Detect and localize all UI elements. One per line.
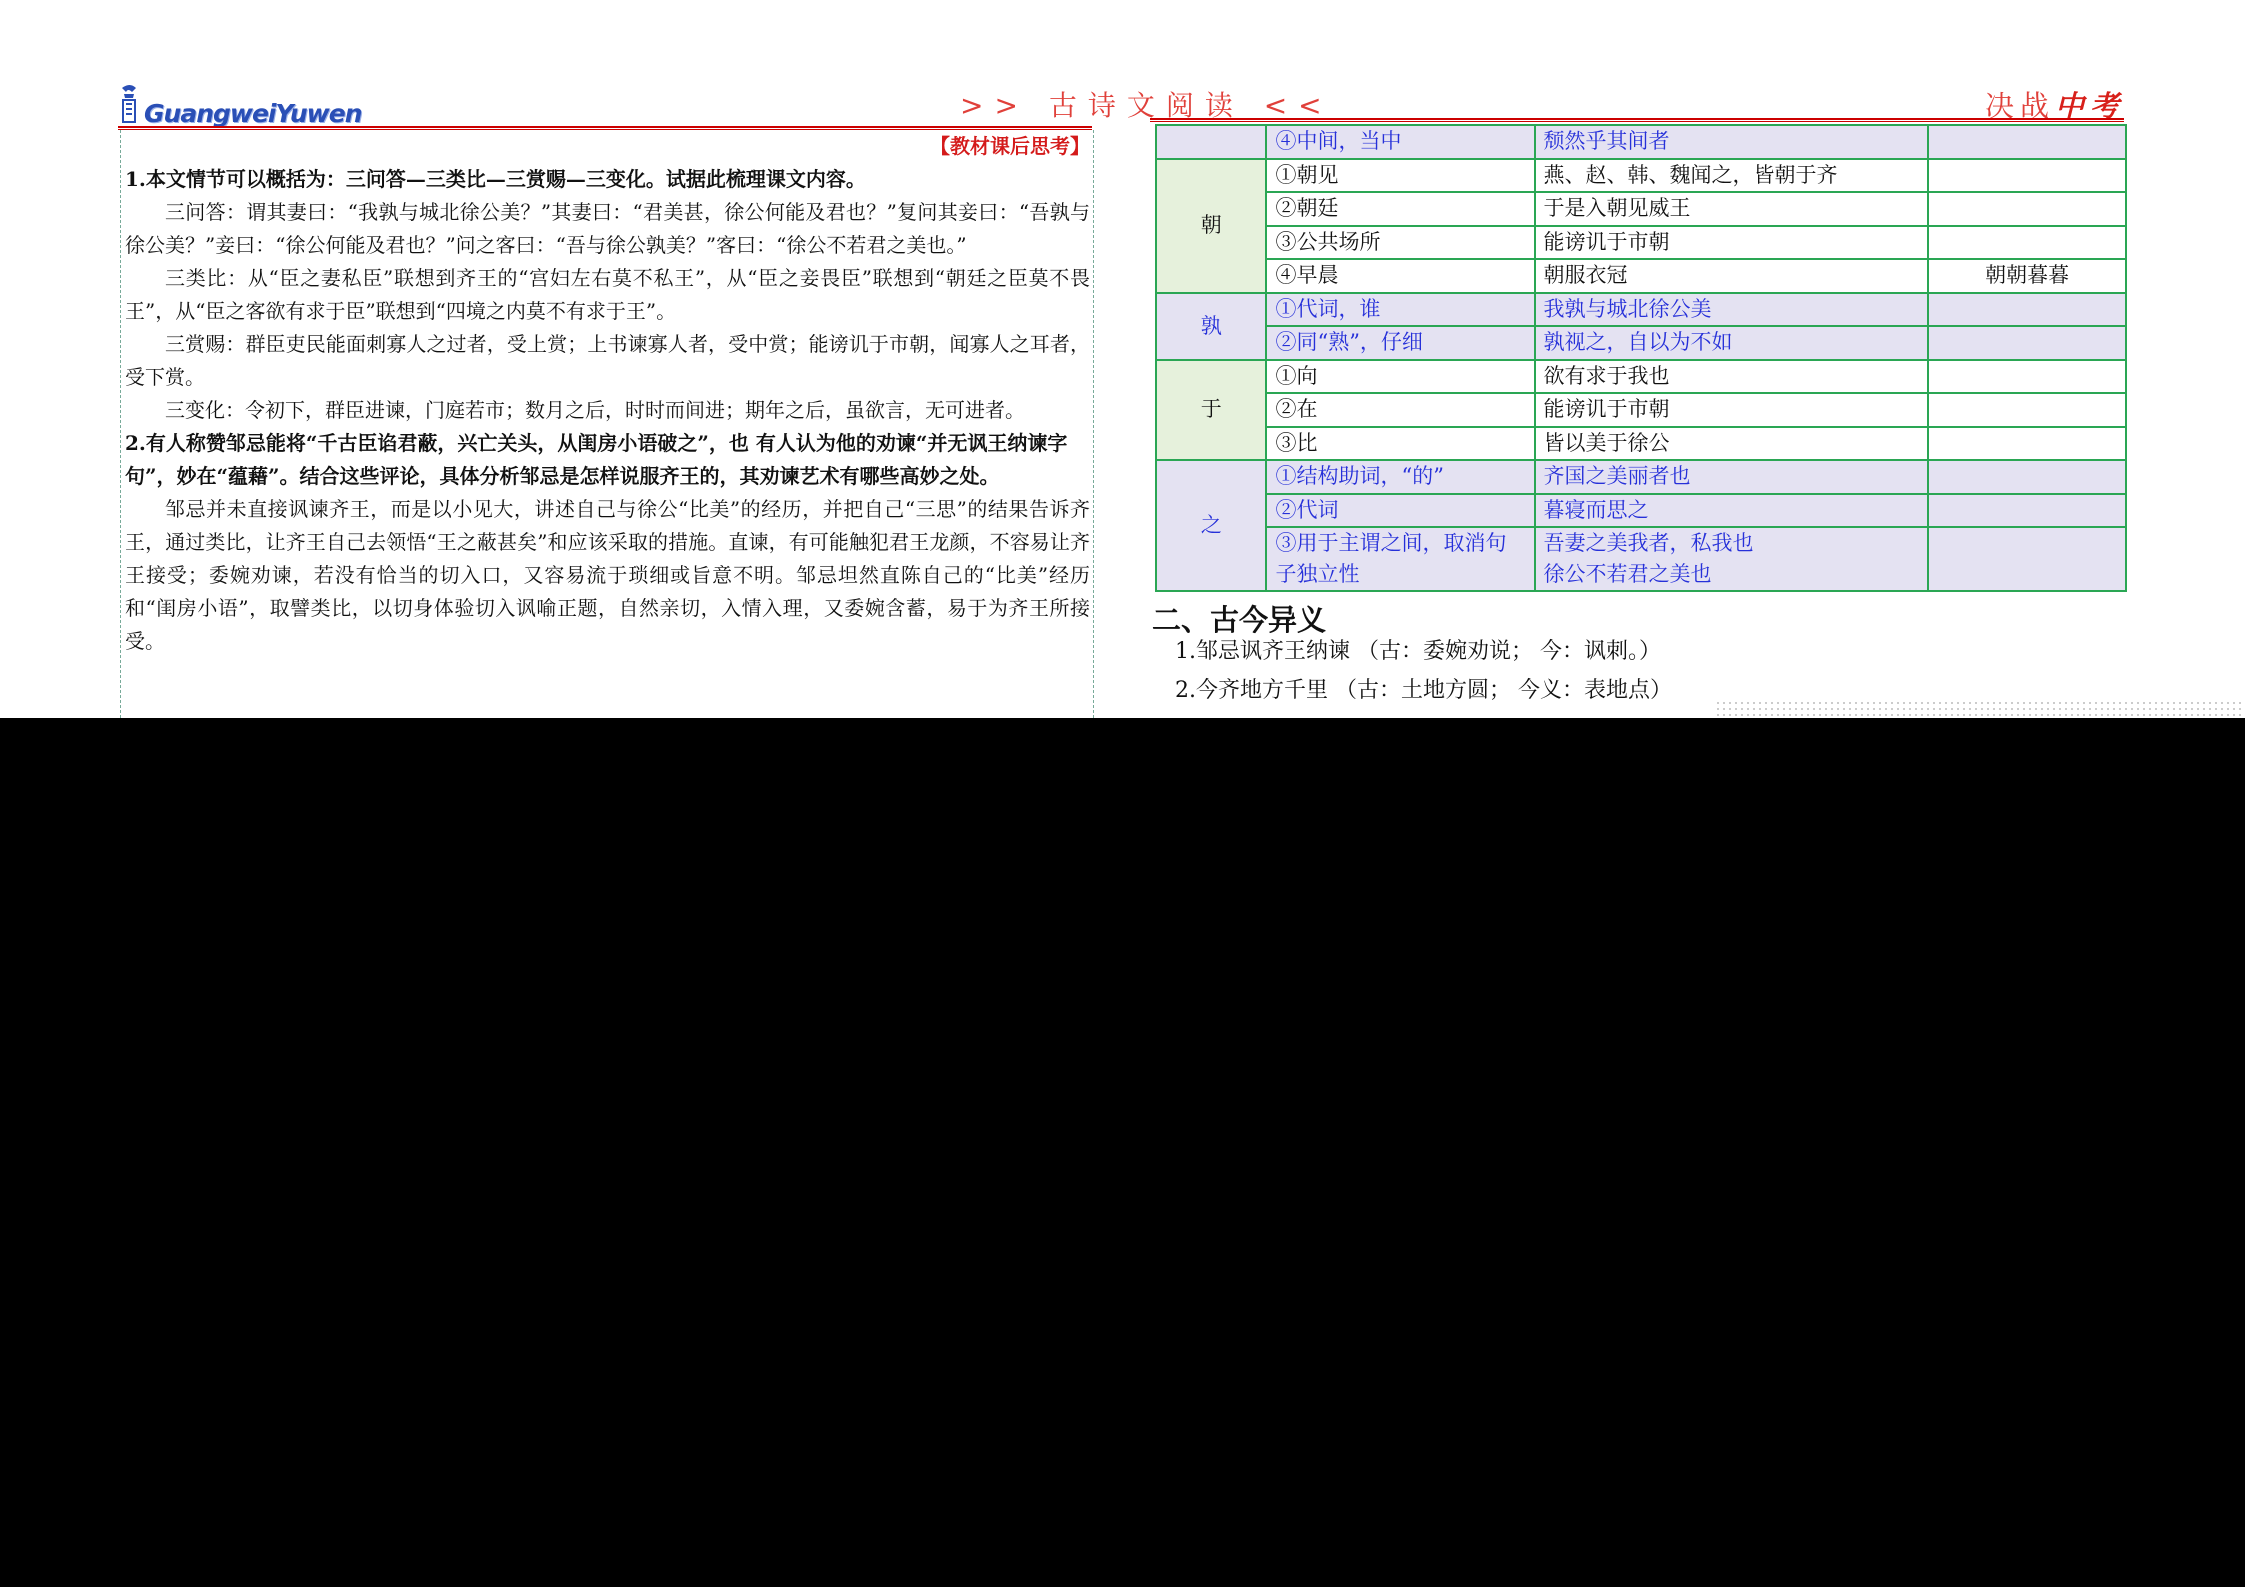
extra-cell [1928, 427, 2126, 461]
example-cell: 能谤讥于市朝 [1535, 393, 1929, 427]
exam-title-plain: 决战 [1984, 89, 2055, 123]
extra-cell [1928, 360, 2126, 394]
table-row [1156, 326, 2126, 360]
table-row [1156, 159, 2126, 193]
table-row [1156, 125, 2126, 159]
extra-cell: 朝朝暮暮 [1928, 259, 2126, 293]
extra-cell [1928, 494, 2126, 528]
document-page [0, 0, 2245, 718]
exam-title-bold: 中考 [2054, 89, 2125, 123]
meaning-cell: ③公共场所 [1266, 226, 1534, 260]
logo-text: GuangweiYuwen [144, 99, 362, 128]
brush-logo-icon [118, 82, 140, 126]
table-row [1156, 460, 2126, 494]
example-line-1: 吾妻之美我者，私我也 [1543, 531, 1754, 555]
meaning-cell: ③用于主谓之间，取消句子独立性 [1266, 527, 1534, 591]
example-cell: 于是入朝见威王 [1535, 192, 1929, 226]
example-cell: 暮寝而思之 [1535, 494, 1929, 528]
meaning-cell: ④中间，当中 [1266, 125, 1534, 159]
table-row [1156, 192, 2126, 226]
meaning-cell: ②朝廷 [1266, 192, 1534, 226]
extra-cell [1928, 125, 2126, 159]
meaning-cell: ③比 [1266, 427, 1534, 461]
table-row [1156, 527, 2126, 591]
example-line-2: 徐公不若君之美也 [1543, 562, 1712, 586]
gujin-item-2: 2.今齐地方千里 （古：土地方圆； 今义：表地点） [1175, 678, 1672, 703]
meaning-cell: ①朝见 [1266, 159, 1534, 193]
answer-1-paragraph-1: 三问答：谓其妻曰：“我孰与城北徐公美？”其妻曰：“君美甚，徐公何能及君也？”复问其妾曰：“吾孰与徐公美？”妾曰：“徐公何能及君也？”问之客曰：“吾与徐公孰美？”客曰：“徐公不若君之美也。” [125, 200, 1090, 257]
extra-cell [1928, 159, 2126, 193]
extra-cell [1928, 393, 2126, 427]
answer-1-paragraph-4: 三变化：令初下，群臣进谏，门庭若市；数月之后，时时而间进；期年之后，虽欲言，无可进者。 [165, 398, 1025, 422]
table-row [1156, 494, 2126, 528]
section-title: >> 古诗文阅读 << [960, 89, 1333, 122]
section-2-heading: 二、古今异义 [1152, 603, 1327, 637]
example-cell: 能谤讥于市朝 [1535, 226, 1929, 260]
header-rule-right [1150, 118, 2124, 120]
word-meaning-table [1155, 124, 2127, 592]
word-cell: 朝 [1156, 159, 1266, 293]
table-row [1156, 393, 2126, 427]
extra-cell [1928, 293, 2126, 327]
extra-cell [1928, 226, 2126, 260]
table-row [1156, 427, 2126, 461]
example-cell: 孰视之，自以为不如 [1535, 326, 1929, 360]
extra-cell [1928, 460, 2126, 494]
extra-cell [1928, 527, 2126, 591]
extra-cell [1928, 326, 2126, 360]
table-row [1156, 293, 2126, 327]
word-cell: 孰 [1156, 293, 1266, 360]
meaning-cell: ②在 [1266, 393, 1534, 427]
logo [118, 80, 362, 126]
answer-2-paragraph-1: 邹忌并未直接讽谏齐王，而是以小见大，讲述自己与徐公“比美”的经历，并把自己“三思”的结果告诉齐王，通过类比，让齐王自己去领悟“王之蔽甚矣”和应该采取的措施。直谏，有可能触犯君王龙颜，不容易让齐王接受；委婉劝谏，若没有恰当的切入口，又容易流于琐细或旨意不明。邹忌坦然直陈自己的“比美”经历和“闺房小语”，取譬类比，以切身体验切入讽喻正题，自然亲切，入情入理，又委婉含蓄，易于为齐王所接受。 [125, 497, 1090, 653]
meaning-cell: ②同“熟”，仔细 [1266, 326, 1534, 360]
example-cell: 朝服衣冠 [1535, 259, 1929, 293]
meaning-cell: ②代词 [1266, 494, 1534, 528]
answer-1-paragraph-3: 三赏赐：群臣吏民能面刺寡人之过者，受上赏；上书谏寡人者，受中赏；能谤讥于市朝，闻寡人之耳者，受下赏。 [125, 332, 1090, 389]
word-cell [1156, 125, 1266, 159]
section-tag: 【教材课后思考】 [930, 134, 1090, 158]
meaning-cell: ①向 [1266, 360, 1534, 394]
left-column [120, 130, 1094, 718]
example-cell [1535, 527, 1929, 591]
example-cell: 我孰与城北徐公美 [1535, 293, 1929, 327]
question-1: 1.本文情节可以概括为：三问答—三类比—三赏赐—三变化。试据此梳理课文内容。 [125, 167, 866, 191]
header-rule-left [118, 126, 1092, 128]
extra-cell [1928, 192, 2126, 226]
question-2: 2.有人称赞邹忌能将“千古臣谄君蔽，兴亡关头，从闺房小语破之”，也 有人认为他的劝谏“并无讽王纳谏字句”，妙在“蕴藉”。结合这些评论，具体分析邹忌是怎样说服齐王的，其劝谏艺术有哪些高妙之处。 [125, 431, 1068, 488]
example-cell: 燕、赵、韩、魏闻之，皆朝于齐 [1535, 159, 1929, 193]
word-cell: 于 [1156, 360, 1266, 461]
meaning-cell: ④早晨 [1266, 259, 1534, 293]
table-row [1156, 226, 2126, 260]
word-cell: 之 [1156, 460, 1266, 591]
meaning-cell: ①结构助词，“的” [1266, 460, 1534, 494]
answer-1-paragraph-2: 三类比：从“臣之妻私臣”联想到齐王的“宫妇左右莫不私王”，从“臣之妾畏臣”联想到“朝廷之臣莫不畏王”，从“臣之客欲有求于臣”联想到“四境之内莫不有求于王”。 [125, 266, 1090, 323]
table-row [1156, 360, 2126, 394]
example-cell: 颓然乎其间者 [1535, 125, 1929, 159]
gujin-item-1: 1.邹忌讽齐王纳谏 （古：委婉劝说； 今：讽刺。） [1175, 639, 1661, 664]
header-rule-right-thin [1150, 121, 2124, 122]
dotted-texture [1715, 700, 2245, 718]
right-column [1150, 124, 2124, 592]
example-cell: 齐国之美丽者也 [1535, 460, 1929, 494]
example-cell: 皆以美于徐公 [1535, 427, 1929, 461]
table-row [1156, 259, 2126, 293]
example-cell: 欲有求于我也 [1535, 360, 1929, 394]
meaning-cell: ①代词，谁 [1266, 293, 1534, 327]
